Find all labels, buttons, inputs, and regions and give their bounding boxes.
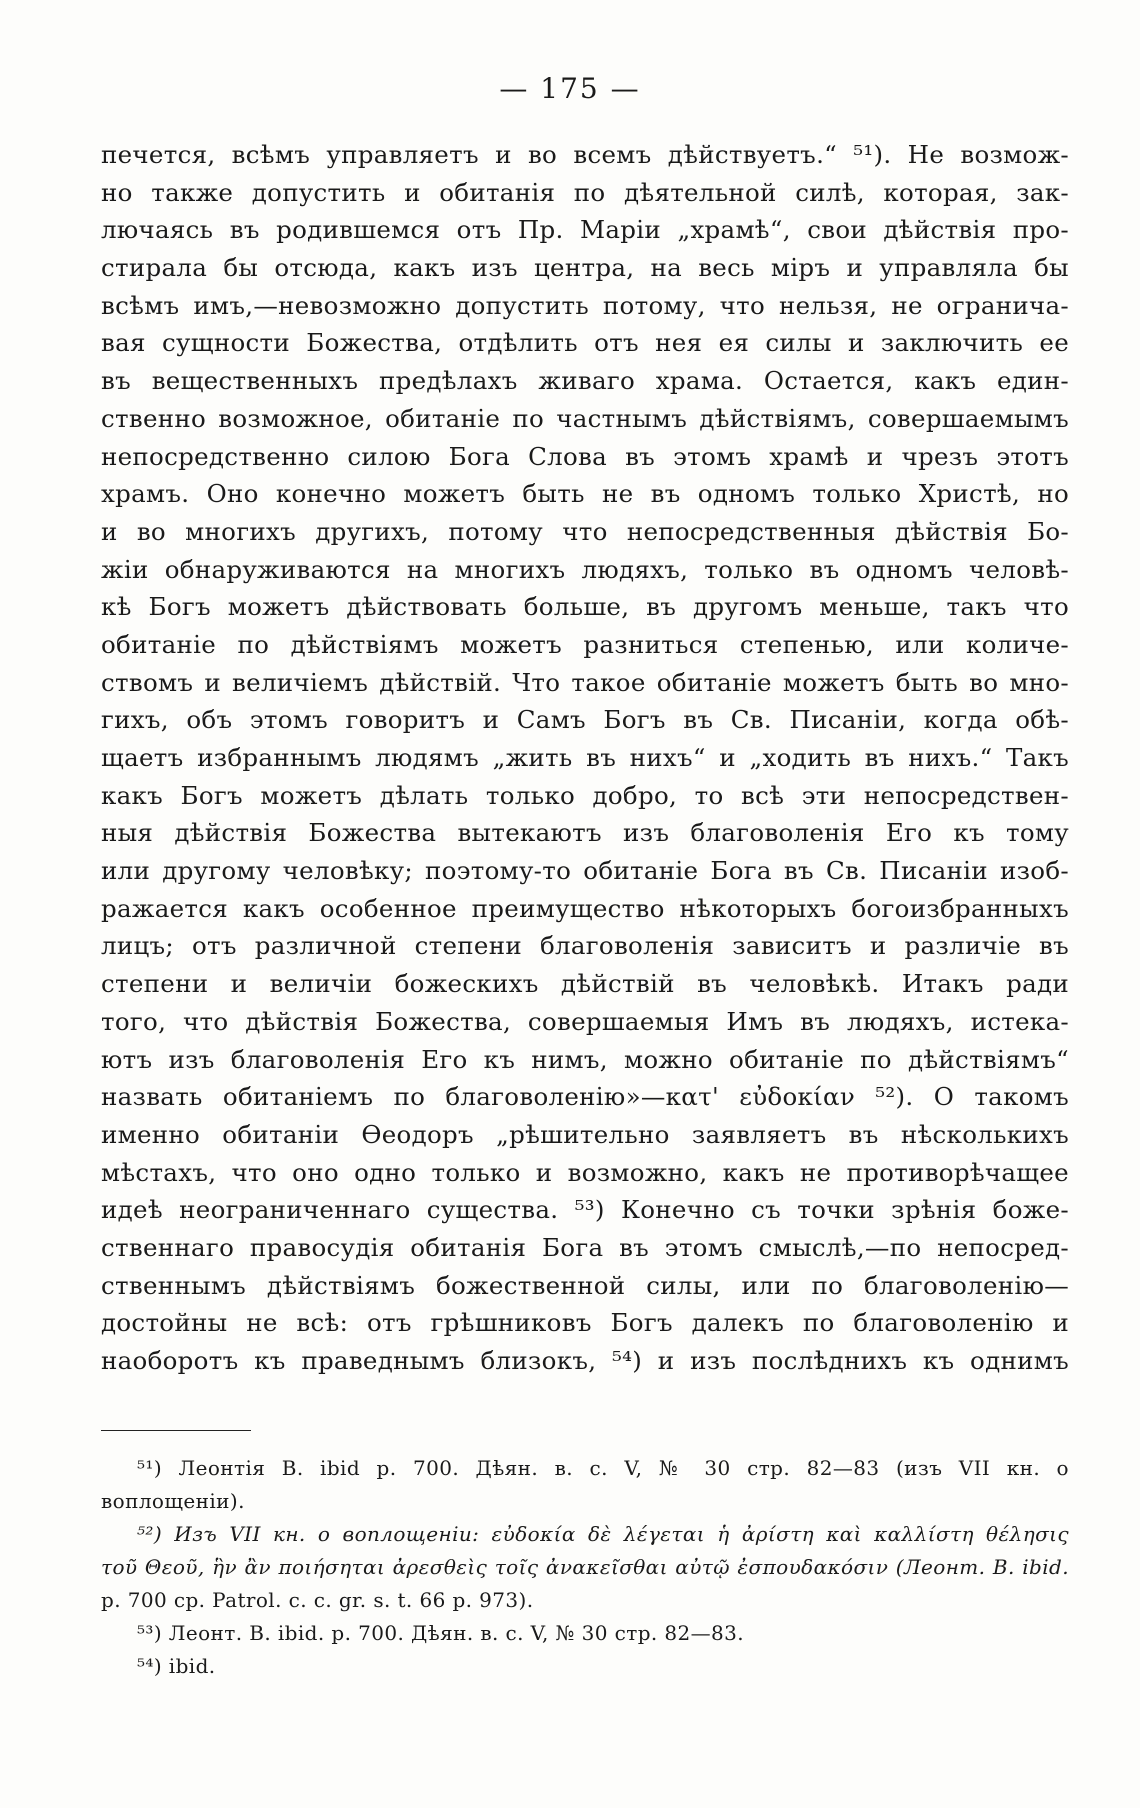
text-line: степени и величіи божескихъ дѣйствій въ человѣкѣ. Итакъ ради xyxy=(101,969,1069,999)
text-line: ственнымъ дѣйствіямъ божественной силы, или по благоволенію— xyxy=(101,1270,1069,1300)
footnote-line: ⁵¹) Леонтія В. ibid р. 700. Дѣян. в. с. V, № 30 стр. 82—83 (изъ VII кн. о xyxy=(137,1456,1069,1480)
text-line: въ вещественныхъ предѣлахъ живаго храма. Остается, какъ един- xyxy=(101,366,1069,396)
page-number: — 175 — xyxy=(499,72,641,105)
text-line: ственнаго правосудія обитанія Бога въ этомъ смыслѣ,—по непосред- xyxy=(101,1232,1069,1262)
text-line: кѣ Богъ можетъ дѣйствовать больше, въ другомъ меньше, такъ что xyxy=(101,592,1069,622)
text-line: лючаясь въ родившемся отъ Пр. Маріи „храмѣ“, свои дѣйствія про- xyxy=(101,215,1069,245)
footnote-line: ⁵³) Леонт. В. ibid. р. 700. Дѣян. в. с. V, № 30 стр. 82—83. xyxy=(137,1621,745,1645)
footnote-divider xyxy=(101,1430,251,1431)
text-line: или другому человѣку; поэтому-то обитаніе Бога въ Св. Писаніи изоб- xyxy=(101,856,1069,886)
text-line: и во многихъ другихъ, потому что непосредственныя дѣйствія Бо- xyxy=(101,516,1069,546)
text-line: ражается какъ особенное преимущество нѣкоторыхъ богоизбранныхъ xyxy=(101,893,1069,923)
footnote-line: ⁵²) Изъ VII кн. о воплощеніи: εὐδοκία δὲ λέγεται ἡ ἀρίστη καὶ καλλίστη θέλησις xyxy=(137,1522,1069,1546)
text-line: ственно возможное, обитаніе по частнымъ дѣйствіямъ, совершаемымъ xyxy=(101,403,1069,433)
text-line: вая сущности Божества, отдѣлить отъ нея ея силы и заключить ее xyxy=(101,328,1069,358)
footnote-line: р. 700 ср. Patrol. с. с. gr. s. t. 66 р. 973). xyxy=(101,1588,534,1612)
text-line: гихъ, объ этомъ говоритъ и Самъ Богъ въ Св. Писаніи, когда обѣ- xyxy=(101,705,1069,735)
text-line: обитаніе по дѣйствіямъ можетъ разниться степенью, или количе- xyxy=(101,629,1069,659)
text-line: мѣстахъ, что оно одно только и возможно, какъ не противорѣчащее xyxy=(101,1157,1069,1187)
text-line: идеѣ неограниченнаго существа. ⁵³) Конечно съ точки зрѣнія боже- xyxy=(101,1195,1069,1225)
text-line: наоборотъ къ праведнымъ близокъ, ⁵⁴) и изъ послѣднихъ къ однимъ xyxy=(101,1346,1069,1375)
text-line: храмъ. Оно конечно можетъ быть не въ одномъ только Христѣ, но xyxy=(101,479,1069,509)
main-text xyxy=(101,136,1069,1380)
text-line: ствомъ и величіемъ дѣйствій. Что такое обитаніе можетъ быть во мно- xyxy=(101,667,1069,697)
text-line: всѣмъ имъ,—невозможно допустить потому, что нельзя, не огранича- xyxy=(101,290,1069,320)
text-line: ютъ изъ благоволенія Его къ нимъ, можно обитаніе по дѣйствіямъ“ xyxy=(101,1044,1069,1074)
text-line: жіи обнаруживаются на многихъ людяхъ, только въ одномъ человѣ- xyxy=(101,554,1069,584)
text-line: какъ Богъ можетъ дѣлать только добро, то всѣ эти непосредствен- xyxy=(101,780,1069,810)
footnote-line: воплощеніи). xyxy=(101,1489,245,1513)
footnote-line: τοῦ Θεοῦ, ἣν ἂν ποιήσηται ἀρεσθεὶς τοῖς ἀνακεῖσθαι αὐτῷ ἐσπουδακόσιν (Леонт. В. ibid. xyxy=(101,1555,1069,1579)
text-line: именно обитаніи Ѳеодоръ „рѣшительно заявляетъ въ нѣсколькихъ xyxy=(101,1119,1069,1149)
text-line: но также допустить и обитанія по дѣятельной силѣ, которая, зак- xyxy=(101,177,1069,207)
text-line: щаетъ избраннымъ людямъ „жить въ нихъ“ и „ходить въ нихъ.“ Такъ xyxy=(101,743,1069,772)
text-line: того, что дѣйствія Божества, совершаемыя Имъ въ людяхъ, истека- xyxy=(101,1006,1069,1036)
text-line: назвать обитаніемъ по благоволенію»—κατ' εὐδοκίαν ⁵²). О такомъ xyxy=(101,1082,1069,1112)
text-line: непосредственно силою Бога Слова въ этомъ храмѣ и чрезъ этотъ xyxy=(101,441,1069,471)
text-line: достойны не всѣ: отъ грѣшниковъ Богъ далекъ по благоволенію и xyxy=(101,1308,1069,1338)
footnotes xyxy=(101,1452,1069,1683)
text-line: стирала бы отсюда, какъ изъ центра, на весь міръ и управляла бы xyxy=(101,253,1069,283)
text-line: печется, всѣмъ управляетъ и во всемъ дѣйствуетъ.“ ⁵¹). Не возмож- xyxy=(101,140,1069,169)
footnote-line: ⁵⁴) ibid. xyxy=(137,1654,216,1678)
text-line: ныя дѣйствія Божества вытекаютъ изъ благоволенія Его къ тому xyxy=(101,818,1069,848)
text-line: лицъ; отъ различной степени благоволенія зависитъ и различіе въ xyxy=(101,931,1069,961)
